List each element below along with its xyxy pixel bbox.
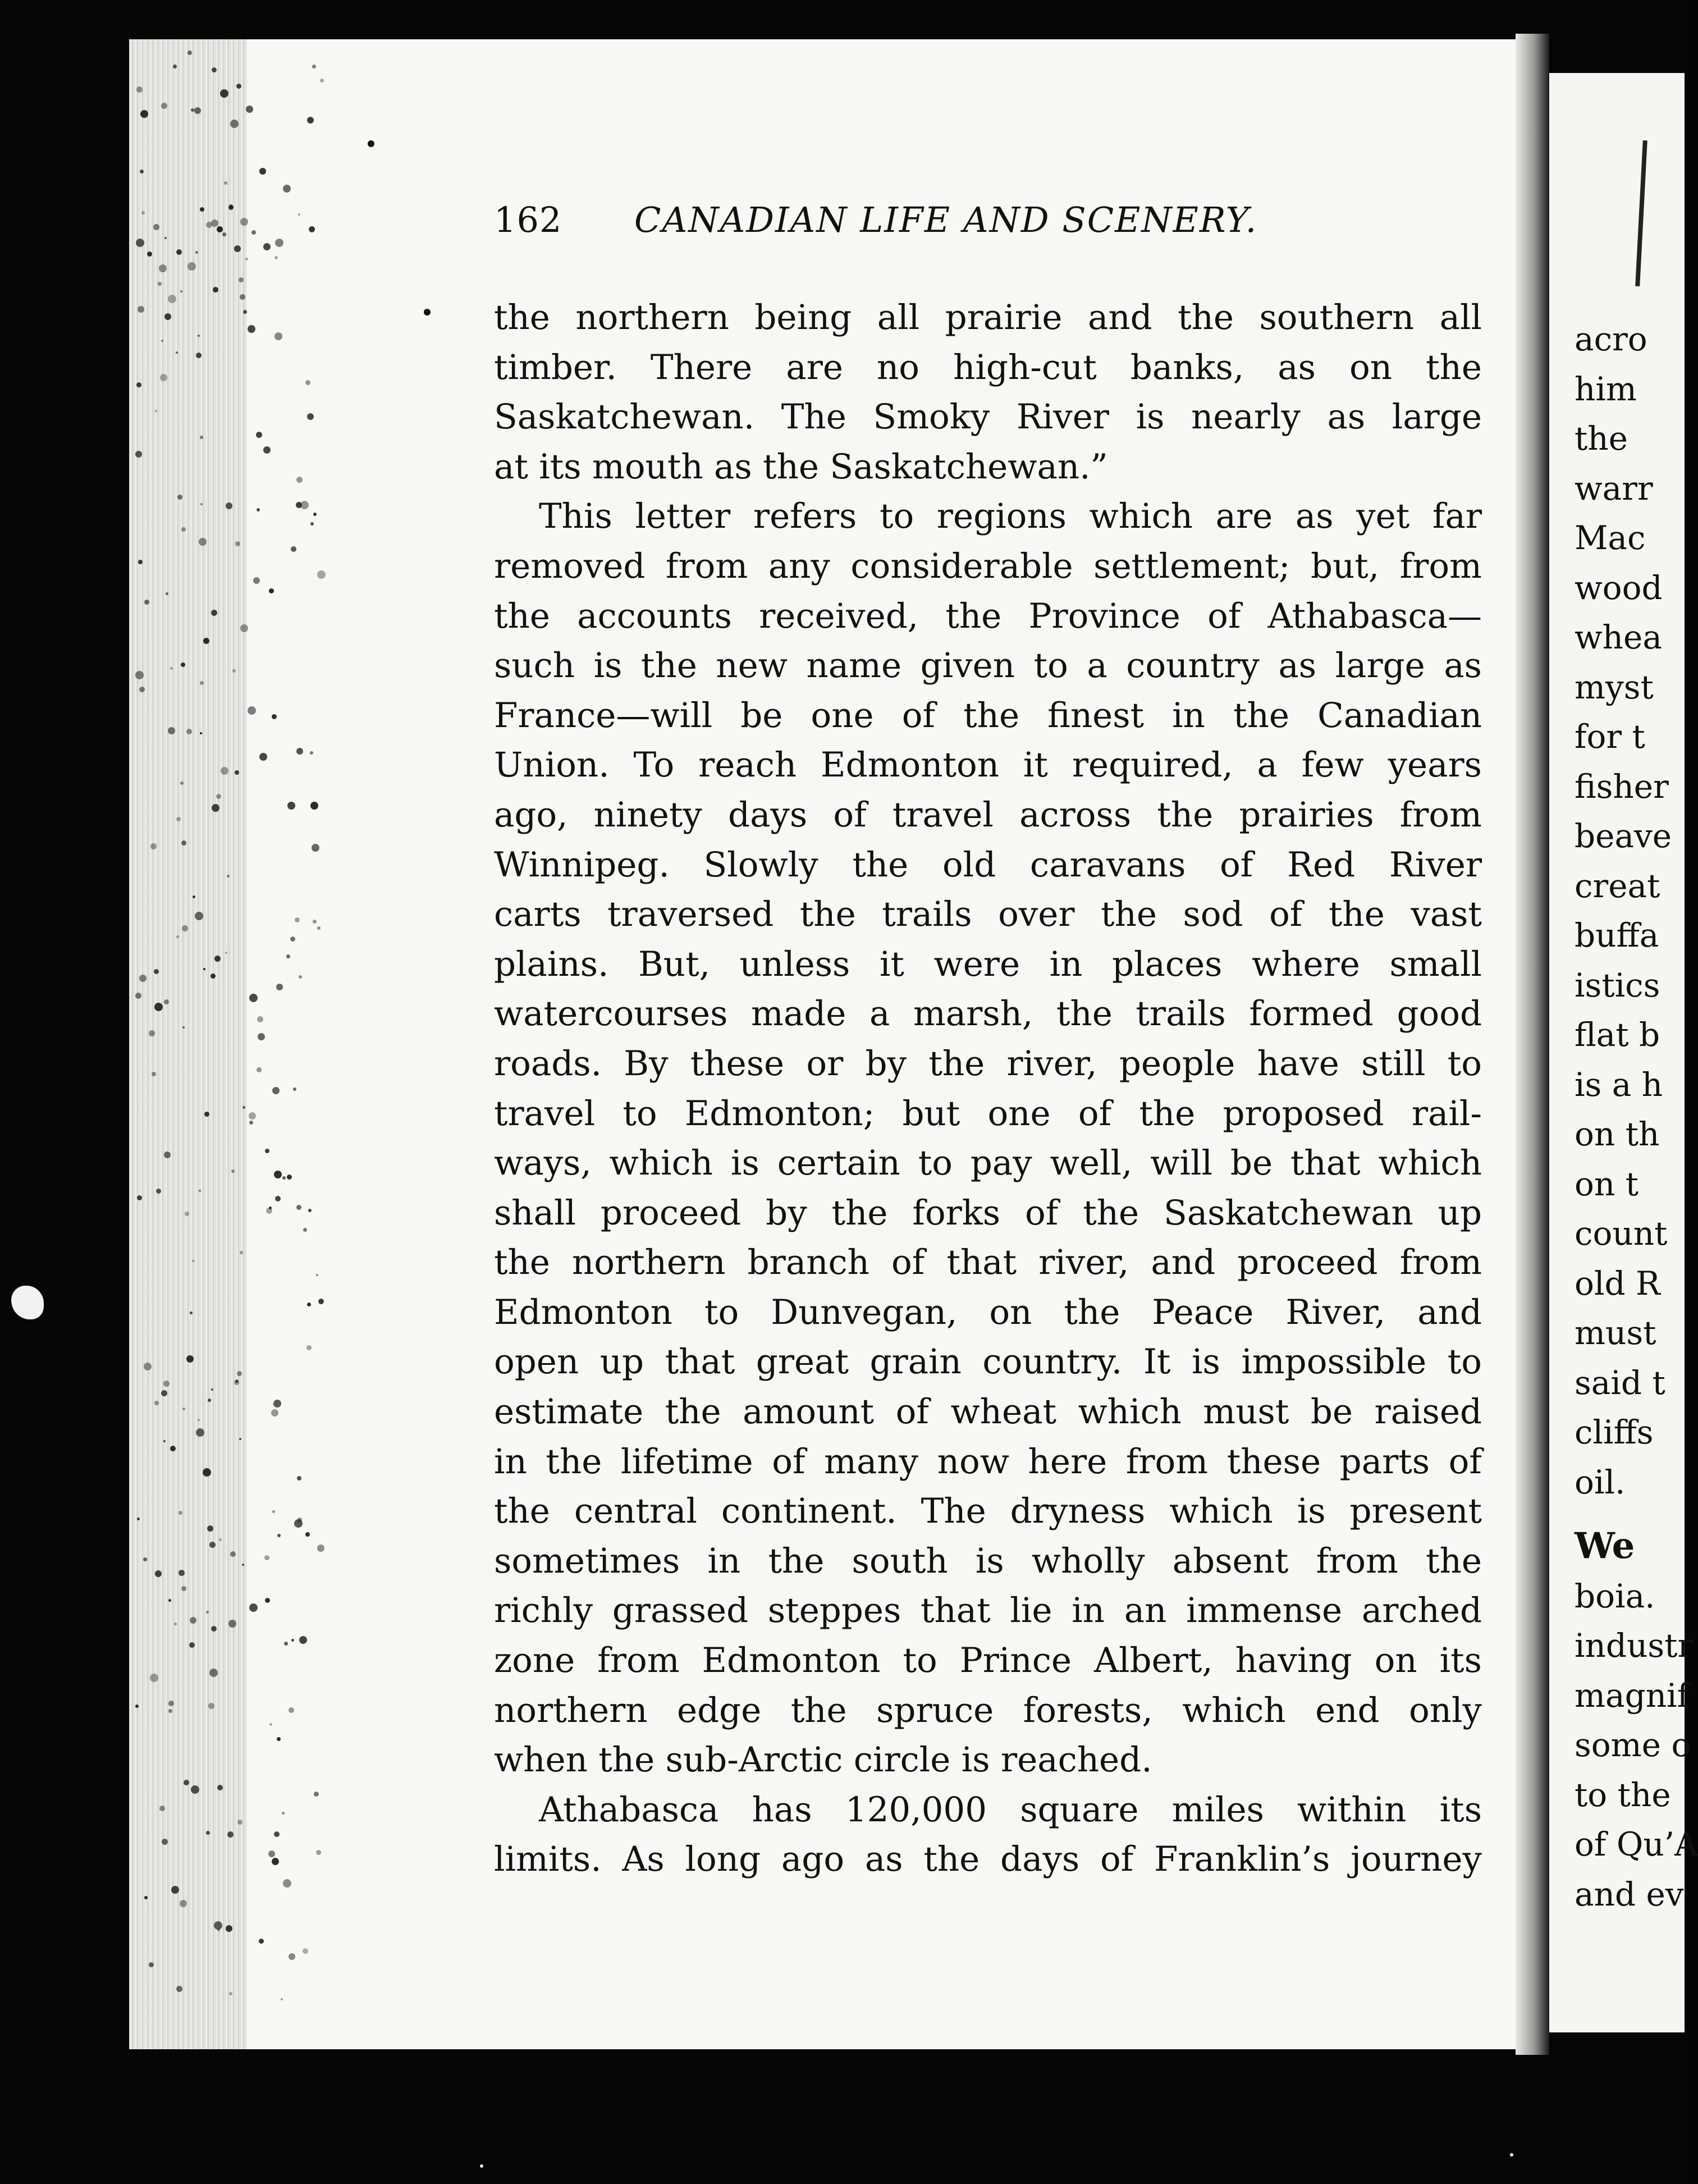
speckle (158, 282, 162, 286)
speckle (269, 588, 274, 593)
running-title: CANADIAN LIFE AND SCENERY. (634, 199, 1258, 240)
speckle (203, 638, 209, 644)
speckle (253, 577, 260, 584)
right-line: cliffs (1575, 1413, 1654, 1451)
speckle (313, 920, 317, 924)
speckle (164, 313, 171, 320)
speckle (263, 446, 271, 454)
speckle (229, 1992, 232, 1995)
speckle (297, 1476, 301, 1481)
text-line: richly grassed steppes that lie in an immense arched (494, 1591, 1482, 1631)
speckle (208, 1399, 211, 1402)
speckle (235, 770, 239, 775)
speckle (164, 237, 167, 239)
speckle (227, 875, 230, 878)
body-text (494, 293, 1482, 1885)
speckle (156, 1189, 161, 1194)
speckle (144, 1896, 148, 1899)
text-line: ways, which is certain to pay well, will be that which (494, 1143, 1482, 1184)
speckle (154, 1003, 163, 1011)
speckle (249, 1112, 256, 1120)
speckle (317, 1545, 324, 1552)
right-line: said t (1575, 1363, 1665, 1402)
speckle (234, 245, 241, 252)
speckle (272, 1510, 275, 1513)
text-line: open up that great grain country. It is impossible to (494, 1342, 1482, 1382)
right-line: and ev (1575, 1875, 1684, 1913)
speckle (289, 1953, 295, 1960)
text-line: when the sub-Arctic circle is reached. (494, 1740, 1152, 1780)
speckle (161, 103, 167, 109)
right-line: must (1575, 1314, 1656, 1352)
film-dust (1510, 2153, 1513, 2156)
speckle (286, 954, 290, 958)
speckle (136, 86, 143, 93)
page-header (494, 199, 1493, 250)
speckle (200, 732, 202, 734)
speckle (230, 120, 239, 128)
text-line: the accounts received, the Province of Athabasca— (494, 596, 1482, 636)
speckle (176, 817, 181, 821)
speckle (258, 1033, 265, 1040)
speckle (164, 999, 169, 1004)
speckle (296, 748, 303, 755)
speckle (271, 1409, 278, 1417)
speckle (228, 1620, 236, 1628)
speckle (257, 1067, 262, 1072)
right-line: the (1575, 419, 1628, 458)
speckle (217, 1785, 223, 1790)
speckle (155, 410, 157, 412)
text-line: such is the new name given to a country as large as (494, 646, 1482, 686)
speckle (181, 840, 186, 846)
right-line: buffa (1575, 916, 1659, 954)
speckle (213, 287, 218, 293)
speckle (274, 332, 282, 340)
text-line: travel to Edmonton; but one of the proposed rail- (494, 1093, 1482, 1134)
speckle (200, 436, 203, 439)
speckle (153, 224, 159, 230)
speckle (170, 667, 173, 670)
speckle (300, 501, 309, 509)
speckle (161, 1390, 167, 1396)
right-line: of Qu’A (1575, 1825, 1698, 1863)
right-line: flat b (1575, 1016, 1660, 1054)
speckle (310, 751, 313, 755)
speckle (257, 1016, 263, 1022)
speckle (287, 802, 295, 810)
speckle (139, 687, 145, 692)
text-line: Athabasca has 120,000 square miles within its (539, 1789, 1482, 1830)
text-line: the northern being all prairie and the southern all (494, 298, 1482, 337)
right-line: myst (1575, 668, 1654, 706)
speckle (203, 968, 205, 970)
speckle (149, 1962, 154, 1967)
speckle (206, 1611, 209, 1614)
speckle (144, 1363, 152, 1370)
speckle (283, 1879, 291, 1888)
speckle (190, 1617, 196, 1624)
speckle (180, 1900, 187, 1907)
speckle (150, 1674, 158, 1682)
speckle (177, 495, 182, 500)
speckle (166, 592, 168, 595)
speckle (305, 1532, 310, 1537)
speckle (155, 1570, 162, 1577)
speckle (152, 1072, 156, 1076)
speckle (226, 502, 232, 509)
speckle (246, 106, 253, 113)
speckle (219, 1538, 222, 1541)
speckle (214, 1921, 222, 1930)
book-gutter (1516, 34, 1549, 2055)
text-line: timber. There are no high-cut banks, as on the (494, 347, 1482, 387)
speckle (240, 218, 248, 226)
right-line: We (1575, 1525, 1635, 1567)
margin-dot (368, 140, 374, 147)
speckle (196, 1428, 204, 1437)
speckle (194, 107, 201, 114)
right-line: industr (1575, 1626, 1694, 1665)
text-line: zone from Edmonton to Prince Albert, having on its (494, 1641, 1482, 1681)
speckle (176, 1986, 182, 1992)
text-line: estimate the amount of wheat which must be raised (494, 1392, 1482, 1432)
text-line: at its mouth as the Saskatchewan.” (494, 446, 1108, 487)
speckle (275, 239, 283, 247)
speckle (303, 1948, 308, 1954)
speckle (225, 952, 227, 954)
right-line: oil. (1575, 1463, 1626, 1501)
speckle (248, 325, 255, 333)
speckle (291, 1639, 294, 1642)
text-line: plains. But, unless it were in places where small (494, 944, 1482, 984)
speckle (135, 671, 144, 679)
right-line: on th (1575, 1115, 1660, 1153)
speckle (135, 451, 142, 458)
text-line: roads. By these or by the river, people have still to (494, 1043, 1482, 1084)
speckle (320, 79, 324, 83)
speckle (168, 1599, 171, 1602)
speckle (272, 1087, 280, 1094)
speckle (235, 541, 240, 546)
right-line: boia. (1575, 1577, 1655, 1615)
right-line: creat (1575, 866, 1660, 905)
speckle (257, 508, 260, 511)
speckle (284, 1642, 288, 1646)
margin-dot (424, 309, 431, 316)
speckle (239, 1438, 241, 1440)
speckle (243, 310, 247, 314)
speckle (303, 1228, 307, 1232)
right-line: count (1575, 1214, 1668, 1253)
speckle (212, 67, 217, 72)
text-line: carts traversed the trails over the sod of the vast (494, 894, 1482, 935)
right-line: some o (1575, 1726, 1691, 1764)
right-line: to the (1575, 1775, 1671, 1814)
text-line: watercourses made a marsh, the trails formed good (494, 994, 1482, 1034)
right-line: for t (1575, 718, 1645, 756)
right-line: acro (1575, 320, 1647, 358)
speckle (135, 1705, 139, 1708)
speckle (196, 353, 202, 358)
speckle (181, 1586, 186, 1591)
text-line: the northern branch of that river, and proceed from (494, 1242, 1482, 1283)
speckle (214, 956, 221, 962)
speckle (200, 207, 204, 212)
speckle (181, 527, 186, 532)
speckle (242, 1564, 244, 1566)
text-line: sometimes in the south is wholly absent from the (494, 1541, 1482, 1581)
speckle (186, 729, 192, 734)
right-line: him (1575, 369, 1637, 408)
speckle (265, 1598, 270, 1603)
speckle (230, 1551, 236, 1557)
speckle (187, 51, 192, 55)
right-line: is a h (1575, 1065, 1663, 1104)
speckle (249, 994, 258, 1002)
speckle (182, 925, 188, 931)
speckle (263, 243, 271, 250)
text-line: limits. As long ago as the days of Franklin’s journey (494, 1839, 1482, 1880)
speckle (227, 1831, 234, 1838)
right-line: old R (1575, 1264, 1660, 1303)
speckle (168, 727, 175, 734)
speckle (290, 936, 295, 942)
speckle (277, 1534, 281, 1537)
page-number: 162 (494, 199, 562, 240)
speckle (273, 1400, 281, 1408)
text-line: Winnipeg. Slowly the old caravans of Red River (494, 844, 1482, 885)
text-line: ago, ninety days of travel across the prairies from (494, 794, 1482, 835)
speckle (312, 65, 316, 68)
speckle (318, 1299, 324, 1304)
text-line: Union. To reach Edmonton it required, a few years (494, 745, 1482, 785)
speckle (138, 306, 144, 313)
speckle (240, 624, 248, 632)
right-line: warr (1575, 469, 1653, 508)
speckle (249, 1603, 258, 1612)
right-line: whea (1575, 618, 1662, 656)
speckle (237, 1371, 242, 1376)
text-line: the central continent. The dryness which is present (494, 1491, 1482, 1532)
speckle (176, 351, 178, 354)
speckle (299, 1636, 307, 1644)
speckle (296, 477, 303, 483)
speckle (203, 1468, 211, 1477)
right-line: on t (1575, 1164, 1639, 1203)
speckle (173, 65, 177, 68)
speckle (184, 1780, 189, 1785)
speckle (163, 1381, 170, 1387)
speckle (211, 610, 217, 616)
speckle (139, 975, 147, 982)
speckle (312, 844, 319, 852)
speckle (314, 1792, 319, 1797)
speckle (212, 804, 219, 812)
speckle (310, 802, 318, 810)
right-line: istics (1575, 966, 1660, 1004)
right-line: beave (1575, 817, 1672, 855)
text-line: in the lifetime of many now here from these parts of (494, 1441, 1482, 1482)
text-line: Edmonton to Dunvegan, on the Peace River, and (494, 1292, 1482, 1332)
text-line: Saskatchewan. The Smoky River is nearly as large (494, 397, 1482, 437)
speckle (237, 1820, 242, 1825)
right-page-text (1575, 314, 1698, 1919)
speckle (274, 256, 278, 259)
right-line: magnif (1575, 1676, 1690, 1715)
speckle (272, 714, 277, 719)
speckle (206, 222, 212, 228)
text-line: removed from any considerable settlement; but, from (494, 546, 1482, 586)
speckle (154, 1401, 159, 1405)
speckle (137, 1518, 140, 1520)
speckle (174, 1623, 177, 1625)
speckle (186, 1355, 194, 1363)
speckle (259, 753, 267, 761)
speckle (217, 226, 223, 232)
speckle (272, 1858, 279, 1865)
speckle (266, 1208, 272, 1214)
speckle (179, 1511, 182, 1515)
right-line: wood (1575, 568, 1663, 607)
speckle (168, 1709, 172, 1713)
speckle (168, 295, 176, 303)
text-line: northern edge the spruce forests, which end only (494, 1690, 1482, 1730)
speckle (159, 264, 167, 272)
speckle (163, 1440, 166, 1442)
speckle (240, 294, 245, 300)
right-line: fisher (1575, 767, 1669, 806)
film-stain (11, 1286, 44, 1319)
speckle (248, 706, 256, 715)
page-edge-stack (129, 39, 247, 2049)
speckle (282, 1176, 286, 1180)
speckle (305, 380, 310, 385)
speckle (317, 570, 326, 579)
speckle (236, 84, 241, 89)
speckle (199, 538, 207, 546)
right-line: Mac (1575, 519, 1646, 557)
speckle (298, 213, 300, 216)
speckle (307, 413, 314, 420)
speckle (287, 1175, 292, 1180)
text-line: shall proceed by the forks of the Saskatchewan up (494, 1192, 1482, 1233)
film-dust (480, 2164, 483, 2168)
speckle (282, 1812, 285, 1815)
text-line: This letter refers to regions which are as yet far (539, 496, 1482, 537)
speckle (242, 1106, 245, 1109)
text-line: France—will be one of the finest in the Canadian (494, 695, 1482, 735)
speckle (224, 181, 227, 185)
speckle (209, 1542, 216, 1548)
